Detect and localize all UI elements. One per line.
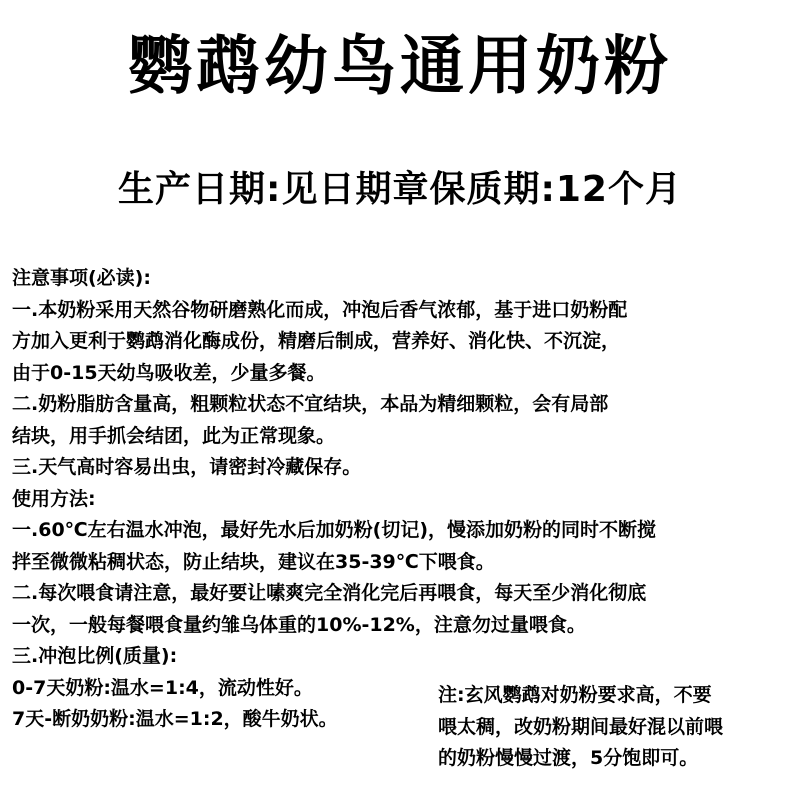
note-line: 注:玄风鹦鹉对奶粉要求高，不要 <box>438 684 712 706</box>
usage-heading: 使用方法: <box>12 487 96 510</box>
mixing-ratio-heading: 三.冲泡比例(质量): <box>12 645 178 667</box>
ratio-line: 7天-断奶奶粉:温水=1:2，酸牛奶状。 <box>12 708 338 730</box>
text-line: 结块，用手抓会结团，此为正常现象。 <box>12 424 336 447</box>
text-line: 二.奶粉脂肪含量高，粗颗粒状态不宜结块，本品为精细颗粒，会有局部 <box>12 393 609 415</box>
text-line: 一.60℃左右温水冲泡，最好先水后加奶粉(切记)，慢添加奶粉的同时不断搅 <box>12 519 657 541</box>
precautions-heading: 注意事项(必读): <box>12 267 151 289</box>
text-line: 二.每次喂食请注意，最好要让嗉爽完全消化完后再喂食，每天至少消化彻底 <box>12 582 647 604</box>
note-line: 的奶粉慢慢过渡，5分饱即可。 <box>438 747 699 769</box>
text-line: 拌至微微粘稠状态，防止结块，建议在35-39℃下喂食。 <box>12 550 495 573</box>
text-line: 三.天气高时容易出虫，请密封冷藏保存。 <box>12 456 362 478</box>
page-title: 鹦鹉幼鸟通用奶粉 <box>128 30 672 104</box>
text-line: 方加入更利于鹦鹉消化酶成份，精磨后制成，营养好、消化快、不沉淀， <box>12 330 621 352</box>
text-line: 一.本奶粉采用天然谷物研磨熟化而成，冲泡后香气浓郁，基于进口奶粉配 <box>12 298 628 321</box>
text-line: 由于0-15天幼鸟吸收差，少量多餐。 <box>12 361 326 384</box>
instructions-text <box>12 263 796 736</box>
text-line: 一次，一般每餐喂食量约雏乌体重的10%-12%，注意勿过量喂食。 <box>12 613 586 636</box>
production-date-shelf-life: 生产日期:见日期章保质期:12个月 <box>118 169 682 210</box>
cockatiel-note <box>438 680 794 775</box>
note-line: 喂太稠，改奶粉期间最好混以前喂 <box>438 715 724 738</box>
ratio-line: 0-7天奶粉:温水=1:4，流动性好。 <box>12 676 313 699</box>
